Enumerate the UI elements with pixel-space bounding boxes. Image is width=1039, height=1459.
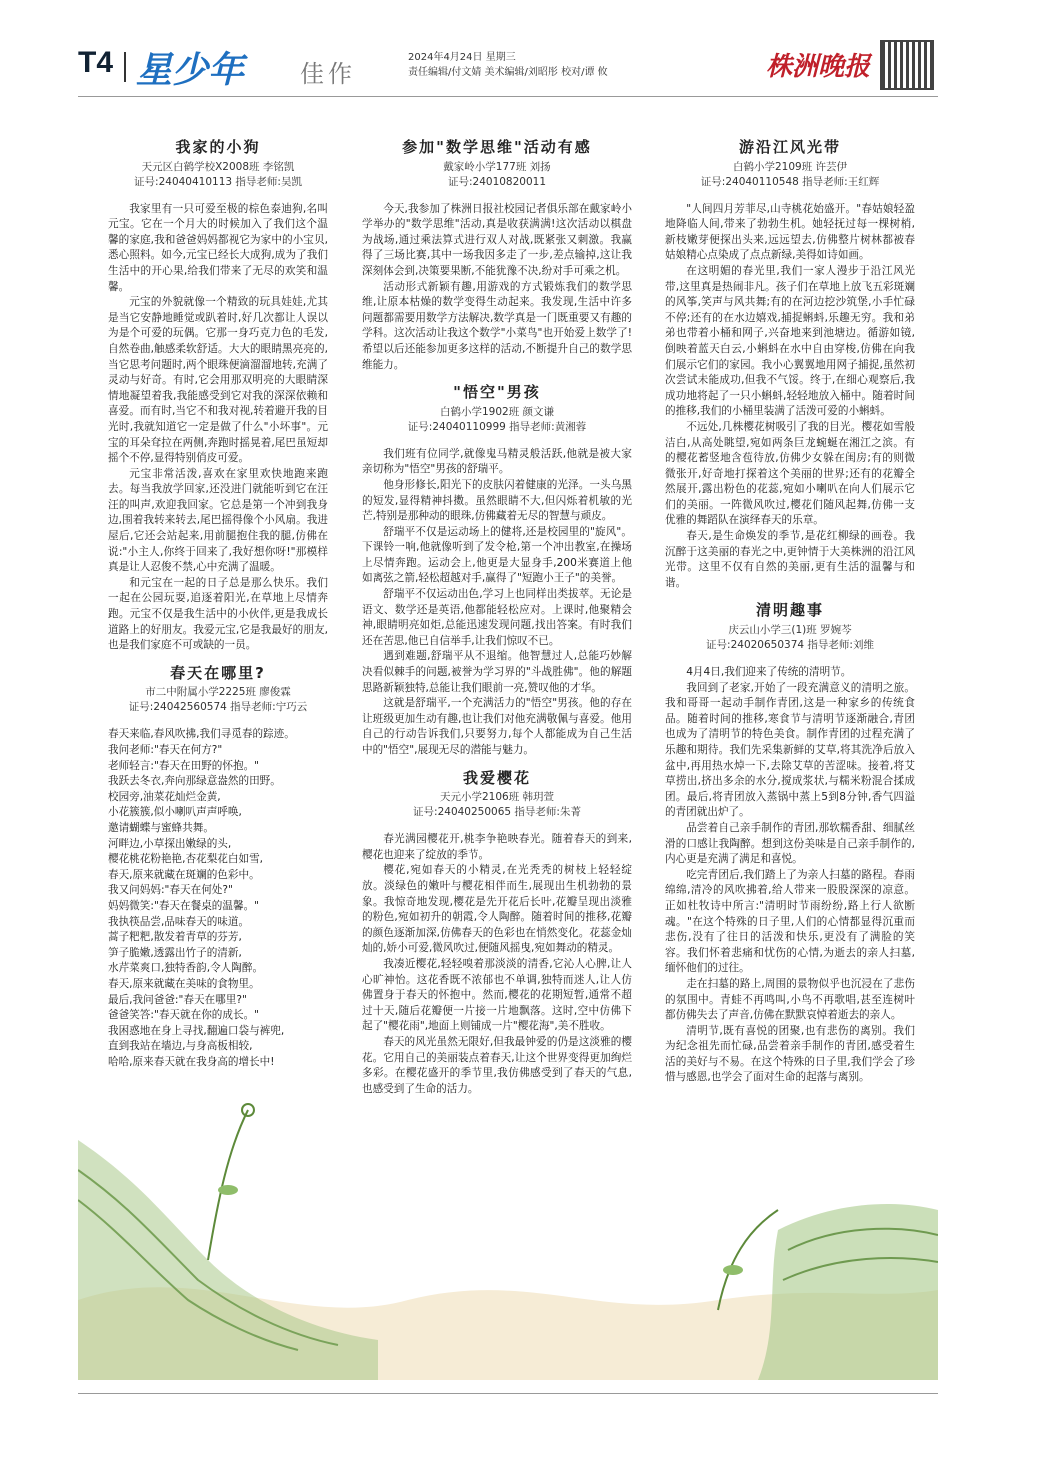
paragraph: 樱花,宛如春天的小精灵,在光秃秃的树枝上轻轻绽放。淡绿色的嫩叶与樱花相伴而生,展现出生机勃勃的景象。我惊奇地发现,樱花是先开花后长叶,花瓣呈现出淡雅的粉色,宛如初升的朝霞,令人陶醉。随着时间的推移,花瓣的颜色逐渐加深,仿佛春天的色彩也在悄然变化。花蕊金灿灿的,娇小可爱,微风吹过,便随风摇曳,宛如舞动的精灵。 bbox=[362, 864, 632, 955]
article-title: 清明趣事 bbox=[755, 601, 824, 620]
poem-line: 直到我站在墙边,与身高板相较, bbox=[108, 1040, 253, 1053]
paragraph: 春光满园樱花开,桃李争艳映春光。随着春天的到来,樱花也迎来了绽放的季节。 bbox=[362, 833, 632, 861]
article-title: "悟空"男孩 bbox=[453, 383, 541, 402]
paragraph: 遇到难题,舒瑞平从不退缩。他智慧过人,总能巧妙解决看似棘手的问题,被誉为学习界的"斗战胜佛"。他的解题思路新颖独特,总能让我们眼前一亮,赞叹他的才华。 bbox=[362, 650, 632, 694]
paragraph: 我家里有一只可爱至极的棕色泰迪狗,名叫元宝。它在一个月大的时候加入了我们这个温馨的家庭,我和爸爸妈妈都视它为家中的小宝贝,悉心照料。如今,元宝已经长大成狗,成为了我们生活中的开心果,给我们带来了无尽的欢笑和温馨。 bbox=[108, 202, 328, 293]
poem-line: 我问老师:"春天在何方?" bbox=[108, 744, 223, 756]
article-title: 游沿江风光带 bbox=[738, 138, 841, 156]
paragraph: 在这明媚的春光里,我们一家人漫步于沿江风光带,这里真是热闹非凡。孩子们在草地上放飞五彩斑斓的风筝,笑声与风共舞;有的在河边挖沙筑堡,小手忙碌不停;还有的在水边嬉戏,捕捉蝌蚪,乐趣无穷。我和弟弟也带着小桶和网子,兴奋地来到池塘边。循游如镜,倒映着蓝天白云,小蝌蚪在水中自由穿梭,仿佛在向我们展示它们的家园。我小心翼翼地用网子捕捉,虽然初次尝试未能成功,但我不气馁。终于,在细心观察后,我成功地将起了一只小蝌蚪,轻轻地放入桶中。随着时间的推移,我们的小桶里装满了活泼可爱的小蝌蚪。 bbox=[665, 264, 915, 418]
article-author: 天元小学2106班 韩玥萱 bbox=[439, 791, 555, 804]
poem-line: 最后,我问爸爸:"春天在哪里?" bbox=[108, 993, 247, 1006]
article-cert: 证号:24040110999 指导老师:黄湘蓉 bbox=[407, 420, 587, 433]
paragraph: 和元宝在一起的日子总是那么快乐。我们一起在公园玩耍,追逐着阳光,在草地上尽情奔跑。元宝不仅是我生活中的小伙伴,更是我成长道路上的好朋友。我爱元宝,它是我最好的朋友,也是我们家庭不可或缺的一员。 bbox=[108, 576, 328, 652]
paragraph: 活动形式新颖有趣,用游戏的方式锻炼我们的数学思维,让原本枯燥的数学变得生动起来。我发现,生活中许多问题都需要用数学方法解决,数学真是一门既重要又有趣的学科。这次活动让我这个数学"小菜鸟"也开始爱上数学了!希望以后还能参加更多这样的活动,不断提升自己的数学思维能力。 bbox=[362, 280, 632, 371]
article-cert: 证号:24010820011 bbox=[447, 175, 547, 188]
newspaper-logo: 株洲晚报 bbox=[766, 52, 871, 82]
paragraph: 品尝着自己亲手制作的青团,那软糯香甜、细腻丝滑的口感让我陶醉。想到这份美味是自己亲手制作的,内心更是充满了满足和喜悦。 bbox=[665, 821, 915, 866]
poem bbox=[108, 727, 328, 1070]
article-cert: 证号:24040110548 指导老师:王红辉 bbox=[700, 175, 880, 188]
article-author: 白鹤小学2109班 许芸伊 bbox=[732, 160, 848, 173]
poem-line: 小花簇簇,似小喇叭声声呼唤, bbox=[108, 806, 242, 819]
poem-line: 我跃去冬衣,奔向那绿意盎然的田野。 bbox=[108, 775, 281, 788]
page-number: T4 bbox=[78, 46, 114, 79]
paragraph: 吃完青团后,我们踏上了为亲人扫墓的路程。春雨绵绵,清冷的风吹拂着,给人带来一股股深深的凉意。正如杜牧诗中所言:"清明时节雨纷纷,路上行人欲断魂。"在这个特殊的日子里,人们的心情都显得沉重而悲伤,没有了往日的活泼和快乐,更没有了满脸的笑容。我们怀着悲痛和忧伤的心情,为逝去的亲人扫墓,缅怀他们的过往。 bbox=[665, 868, 915, 975]
paragraph: 这就是舒瑞平,一个充满活力的"悟空"男孩。他的存在让班级更加生动有趣,也让我们对他充满敬佩与喜爱。他用自己的行动告诉我们,只要努力,每个人都能成为自己生活中的"悟空",展现无尽的潜能与魅力。 bbox=[362, 697, 632, 756]
poem-line: 水芹菜爽口,独特香韵,令人陶醉。 bbox=[108, 962, 264, 975]
page-header bbox=[78, 40, 938, 92]
poem-line: 我执筷品尝,品味春天的味道。 bbox=[108, 915, 250, 928]
poem-line: 春天来临,春风吹拂,我们寻觅春的踪迹。 bbox=[108, 728, 295, 741]
brand-logo: 星少年 bbox=[136, 50, 245, 91]
paragraph: 不远处,几株樱花树吸引了我的目光。樱花如雪般洁白,从高处眺望,宛如两条巨龙蜿蜒在湘江之滨。有的樱花蓄竖地含苞待放,仿佛少女躲在闺房;有的则微微张开,好奇地打探着这个美丽的世界;还有的花瓣全然展开,露出粉色的花蕊,宛如小喇叭在向人们展示它们的美丽。一阵微风吹过,樱花们随风起舞,仿佛一支优雅的舞蹈队在演绎春天的乐章。 bbox=[665, 420, 915, 527]
paragraph: 走在扫墓的路上,周围的景物似乎也沉浸在了悲伤的氛围中。青蛙不再鸣叫,小鸟不再歌唱,甚至连树叶都仿佛失去了声音,仿佛在默默哀悼着逝去的亲人。 bbox=[665, 977, 915, 1022]
article-title: 我爱樱花 bbox=[462, 768, 531, 787]
column-2 bbox=[362, 140, 632, 1097]
poem-line: 邀请蝴蝶与蜜蜂共舞。 bbox=[108, 821, 214, 834]
paragraph: 4月4日,我们迎来了传统的清明节。 bbox=[686, 666, 852, 679]
paragraph: 舒瑞平不仅运动出色,学习上也同样出类拔萃。无论是语文、数学还是英语,他都能轻松应对。上课时,他聚精会神,眼睛明亮如炬,总能迅速发现问题,找出答案。有时我们还在苦思,他已自信举手,让我们惊叹不已。 bbox=[362, 588, 632, 647]
paragraph: 我们班有位同学,就像鬼马精灵般活跃,他就是被大家亲切称为"悟空"男孩的舒瑞平。 bbox=[362, 447, 632, 476]
issue-meta bbox=[408, 50, 608, 80]
poem-line: 哈哈,原来春天就在我身高的增长中! bbox=[108, 1055, 275, 1068]
article-title: 春天在哪里? bbox=[170, 663, 266, 682]
poem-line: 爸爸笑答:"春天就在你的成长。" bbox=[108, 1009, 260, 1022]
poem-line: 我又问妈妈:"春天在何处?" bbox=[108, 884, 233, 897]
column-3 bbox=[665, 140, 915, 1086]
paragraph: 我回到了老家,开始了一段充满意义的清明之旅。我和哥哥一起动手制作青团,这是一种家乡的传统食品。随着时间的推移,寒食节与清明节逐渐融合,青团也成为了清明节的特色美食。制作青团的过程充满了乐趣和期待。我们先采集新鲜的艾草,将其洗净后放入盆中,再用热水焯一下,去除艾草的苦涩味。接着,将艾草捞出,挤出多余的水分,搅成浆状,与糯米粉混合揉成团。最后,将青团放入蒸锅中蒸上5到8分钟,香气四溢的青团就出炉了。 bbox=[665, 681, 915, 819]
poem-line: 蒿子粑粑,散发着青草的芬芳, bbox=[108, 931, 242, 944]
paragraph: 今天,我参加了株洲日报社校园记者俱乐部在戴家岭小学举办的"数学思维"活动,真是收获满满!这次活动以棋盘为战场,通过乘法算式进行双人对战,既紧张又刺激。我赢得了三场比赛,其中一场我因多走了一步,差点输掉,这让我深刻体会到,决策要果断,不能犹豫不决,纷对手可乘之机。 bbox=[362, 202, 632, 277]
editor-credits: 责任编辑/付文婧 美术编辑/刘昭彤 校对/谭 攸 bbox=[408, 67, 608, 78]
article-cert: 证号:24020650374 指导老师:刘维 bbox=[706, 639, 874, 652]
paragraph: 舒瑞平不仅是运动场上的健将,还是校园里的"旋风"。下课铃一响,他就像听到了发令枪,第一个冲出教室,在操场上尽情奔跑。运动会上,他更是大显身手,200米赛道上他如离弦之箭,轻松超越对手,赢得了"短跑小王子"的美誉。 bbox=[362, 525, 632, 585]
column-1 bbox=[108, 140, 328, 1070]
paragraph: "人间四月芳菲尽,山寺桃花始盛开。"春姑娘轻盈地降临人间,带来了勃勃生机。她轻抚过每一棵树梢,新枝嫩芽便探出头来,远远望去,仿佛整片树林都被春姑娘精心点染成了点点新绿,美得如诗如画。 bbox=[665, 202, 915, 262]
paragraph: 我凑近樱花,轻轻嗅着那淡淡的清香,它沁人心脾,让人心旷神怡。这花香既不浓郁也不单调,独特而迷人,让人仿佛置身于春天的怀抱中。然而,樱花的花期短暂,通常不超过十天,随后花瓣便一片接一片地飘落。这时,空中仿佛下起了"樱花雨",地面上则铺成一片"樱花海",美不胜收。 bbox=[362, 957, 632, 1033]
paragraph: 他身形修长,阳光下的皮肤闪着健康的光泽。一头乌黑的短发,显得精神抖擞。虽然眼睛不大,但闪烁着机敏的光芒,特别是那种动的眼珠,仿佛藏着无尽的智慧与顽皮。 bbox=[362, 478, 632, 523]
header-divider bbox=[124, 52, 126, 82]
poem-line: 老师轻言:"春天在田野的怀抱。" bbox=[108, 759, 260, 772]
paragraph: 元宝的外貌就像一个精致的玩具娃娃,尤其是当它安静地睡觉或趴着时,好几次都让人误以为是个可爱的玩偶。它那一身巧克力色的毛发,自然卷曲,触感柔软舒适。大大的眼睛黑亮亮的,当它思考问题时,两个眼珠便滴溜溜地转,充满了灵动与好奇。有时,它会用那双明亮的大眼睛深情地凝望着我,我能感受到它对我的深深依赖和喜爱。而有时,当它不和我对视,转着避开我的目光时,我就知道它一定是做了什么"小坏事"。元宝的耳朵耷拉在两侧,奔跑时摇晃着,尾巴虽短却摇个不停,显得特别俏皮可爱。 bbox=[108, 296, 328, 465]
poem-line: 河畔边,小草探出嫩绿的头, bbox=[108, 837, 232, 850]
qr-code-icon bbox=[880, 40, 934, 90]
poem-line: 樱花桃花粉艳艳,杏花梨花白如雪, bbox=[108, 853, 264, 866]
article-author: 市二中附属小学2225班 廖俊霖 bbox=[145, 686, 291, 699]
issue-date: 2024年4月24日 星期三 bbox=[408, 52, 516, 63]
article-cert: 证号:24040410113 指导老师:吴凯 bbox=[134, 175, 302, 188]
poem-line: 春天,原来就藏在美味的食物里。 bbox=[108, 977, 260, 990]
paragraph: 元宝非常活泼,喜欢在家里欢快地跑来跑去。每当我放学回家,还没进门就能听到它在汪汪的叫声,欢迎我回家。它总是第一个冲到我身边,围着我转来转去,尾巴摇得像个小风扇。我进屋后,它还会站起来,用前腿抱住我的腿,仿佛在说:"小主人,你终于回来了,我好想你呀!"那模样真是让人忍俊不禁,心中充满了温暖。 bbox=[108, 467, 328, 574]
poem-line: 春天,原来就藏在斑斓的色彩中。 bbox=[108, 868, 260, 881]
article-author: 庆云山小学三(1)班 罗婉芩 bbox=[728, 624, 852, 637]
poem-line: 笋子脆嫩,透露出竹子的清新, bbox=[108, 946, 242, 959]
footer-rule bbox=[78, 1393, 938, 1394]
header-rule bbox=[78, 96, 938, 97]
poem-line: 我困惑地在身上寻找,翻遍口袋与裤兜, bbox=[108, 1024, 285, 1037]
poem-line: 校园旁,油菜花灿烂金黄, bbox=[108, 790, 221, 803]
paragraph: 春天,是生命焕发的季节,是花红柳绿的画卷。我沉醉于这美丽的春光之中,更钟情于大美株洲的沿江风光带。这里不仅有自然的美丽,更有生活的温馨与和谐。 bbox=[665, 530, 915, 589]
article-author: 天元区白鹤学校X2008班 李铭凯 bbox=[141, 160, 295, 173]
paragraph: 清明节,既有喜悦的团聚,也有悲伤的离别。我们为纪念祖先而忙碌,品尝着亲手制作的青团,感受着生活的美好与不易。在这个特殊的日子里,我们学会了珍惜与感恩,也学会了面对生命的起落与离别。 bbox=[665, 1024, 915, 1084]
section-title: 佳作 bbox=[300, 60, 356, 88]
article-author: 戴家岭小学177班 刘扬 bbox=[443, 160, 551, 173]
article-cert: 证号:24042560574 指导老师:宁巧云 bbox=[128, 701, 308, 714]
article-cert: 证号:24040250065 指导老师:朱菁 bbox=[413, 806, 581, 819]
article-title: 参加"数学思维"活动有感 bbox=[402, 138, 592, 156]
article-author: 白鹤小学1902班 颜文谦 bbox=[439, 405, 555, 418]
poem-line: 妈妈微笑:"春天在餐桌的温馨。" bbox=[108, 899, 260, 912]
article-title: 我家的小狗 bbox=[175, 138, 261, 156]
paragraph: 春天的风光虽然无限好,但我最钟爱的仍是这淡雅的樱花。它用自己的美丽装点着春天,让这个世界变得更加绚烂多彩。在樱花盛开的季节里,我仿佛感受到了春天的气息,也感受到了生命的活力。 bbox=[362, 1035, 632, 1095]
